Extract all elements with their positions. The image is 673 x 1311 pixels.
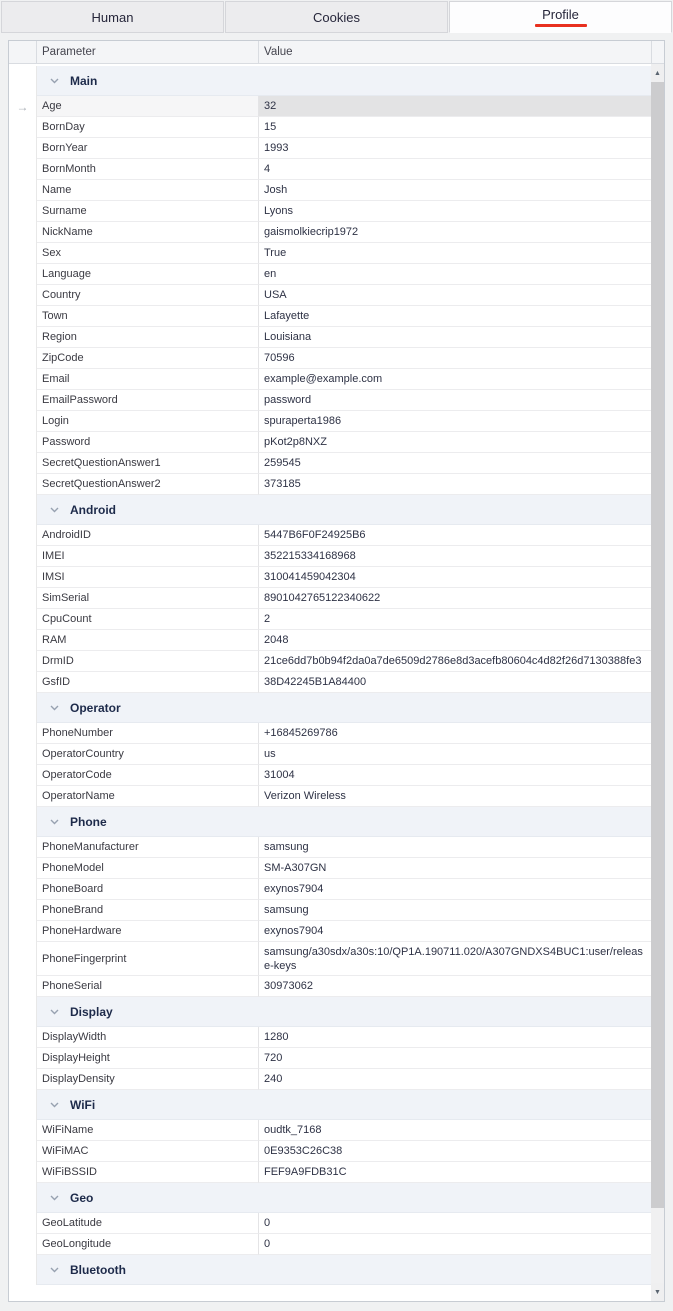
group-gutter-cell bbox=[9, 495, 37, 525]
tab-cookies-label: Cookies bbox=[313, 9, 360, 25]
value-cell[interactable]: Louisiana bbox=[259, 327, 651, 348]
group-label: Geo bbox=[70, 1190, 94, 1205]
table-row[interactable] bbox=[9, 1162, 651, 1183]
value-cell[interactable]: 1280 bbox=[259, 1027, 651, 1048]
table-row[interactable] bbox=[9, 411, 651, 432]
value-cell[interactable]: spuraperta1986 bbox=[259, 411, 651, 432]
table-row[interactable] bbox=[9, 900, 651, 921]
parameter-cell[interactable]: SimSerial bbox=[37, 588, 259, 609]
chevron-down-icon[interactable] bbox=[48, 74, 61, 87]
table-row[interactable] bbox=[9, 546, 651, 567]
row-indicator-cell bbox=[9, 327, 37, 348]
parameter-cell[interactable]: DrmID bbox=[37, 651, 259, 672]
parameter-cell[interactable]: BornMonth bbox=[37, 159, 259, 180]
group-gutter-cell bbox=[9, 693, 37, 723]
table-row[interactable] bbox=[9, 243, 651, 264]
group-gutter-cell bbox=[9, 66, 37, 96]
table-row[interactable] bbox=[9, 117, 651, 138]
chevron-down-icon[interactable] bbox=[48, 815, 61, 828]
value-cell[interactable]: 38D42245B1A84400 bbox=[259, 672, 651, 693]
row-indicator-cell bbox=[9, 651, 37, 672]
parameter-cell[interactable]: PhoneSerial bbox=[37, 976, 259, 997]
group-band[interactable] bbox=[37, 1183, 651, 1213]
value-cell[interactable]: 2048 bbox=[259, 630, 651, 651]
parameter-column-header[interactable]: Parameter bbox=[37, 41, 259, 63]
table-row[interactable] bbox=[9, 222, 651, 243]
grid-header-row bbox=[9, 41, 664, 64]
value-cell[interactable]: 0 bbox=[259, 1213, 651, 1234]
scroll-up-icon: ▲ bbox=[654, 69, 661, 77]
group-label: Main bbox=[70, 73, 98, 88]
table-row[interactable] bbox=[9, 672, 651, 693]
value-cell[interactable]: example@example.com bbox=[259, 369, 651, 390]
row-indicator-cell bbox=[9, 837, 37, 858]
row-indicator-cell bbox=[9, 900, 37, 921]
table-row[interactable] bbox=[9, 744, 651, 765]
table-row[interactable] bbox=[9, 1120, 651, 1141]
active-tab-underline bbox=[535, 24, 587, 27]
value-cell[interactable]: exynos7904 bbox=[259, 921, 651, 942]
row-indicator-cell bbox=[9, 1234, 37, 1255]
value-cell[interactable]: oudtk_7168 bbox=[259, 1120, 651, 1141]
table-row[interactable] bbox=[9, 1141, 651, 1162]
tab-cookies[interactable] bbox=[225, 1, 448, 33]
parameter-cell[interactable]: SecretQuestionAnswer1 bbox=[37, 453, 259, 474]
group-gutter-cell bbox=[9, 1183, 37, 1213]
value-cell[interactable]: 4 bbox=[259, 159, 651, 180]
value-cell[interactable]: 310041459042304 bbox=[259, 567, 651, 588]
row-indicator-cell bbox=[9, 921, 37, 942]
parameter-cell[interactable]: PhoneBrand bbox=[37, 900, 259, 921]
row-indicator-cell bbox=[9, 180, 37, 201]
row-indicator-arrow-icon: → bbox=[16, 99, 29, 114]
table-row[interactable] bbox=[9, 786, 651, 807]
parameter-cell[interactable]: GsfID bbox=[37, 672, 259, 693]
group-label: Operator bbox=[70, 700, 121, 715]
value-cell[interactable]: 259545 bbox=[259, 453, 651, 474]
parameter-cell[interactable]: Region bbox=[37, 327, 259, 348]
value-cell[interactable]: pKot2p8NXZ bbox=[259, 432, 651, 453]
parameter-cell[interactable]: Sex bbox=[37, 243, 259, 264]
value-cell[interactable]: FEF9A9FDB31C bbox=[259, 1162, 651, 1183]
group-label: Bluetooth bbox=[70, 1262, 126, 1277]
table-row[interactable] bbox=[9, 453, 651, 474]
row-indicator-cell bbox=[9, 1069, 37, 1090]
row-indicator-cell bbox=[9, 201, 37, 222]
row-indicator-cell bbox=[9, 609, 37, 630]
value-cell[interactable]: True bbox=[259, 243, 651, 264]
group-row[interactable] bbox=[9, 997, 651, 1027]
parameter-cell[interactable]: EmailPassword bbox=[37, 390, 259, 411]
tab-human[interactable] bbox=[1, 1, 224, 33]
row-indicator-cell bbox=[9, 285, 37, 306]
table-row[interactable] bbox=[9, 525, 651, 546]
group-band[interactable] bbox=[37, 495, 651, 525]
row-indicator-cell bbox=[9, 942, 37, 976]
table-row[interactable] bbox=[9, 630, 651, 651]
value-cell[interactable]: 30973062 bbox=[259, 976, 651, 997]
table-row[interactable] bbox=[9, 390, 651, 411]
value-cell[interactable]: 1993 bbox=[259, 138, 651, 159]
chevron-down-icon[interactable] bbox=[48, 1005, 61, 1018]
row-indicator-cell bbox=[9, 567, 37, 588]
parameter-cell[interactable]: Email bbox=[37, 369, 259, 390]
parameter-cell[interactable]: DisplayWidth bbox=[37, 1027, 259, 1048]
parameter-cell[interactable]: OperatorCode bbox=[37, 765, 259, 786]
row-indicator-cell bbox=[9, 1141, 37, 1162]
value-cell[interactable]: 31004 bbox=[259, 765, 651, 786]
table-row[interactable] bbox=[9, 285, 651, 306]
table-row[interactable] bbox=[9, 921, 651, 942]
parameter-cell[interactable]: Country bbox=[37, 285, 259, 306]
parameter-cell[interactable]: NickName bbox=[37, 222, 259, 243]
row-indicator-cell bbox=[9, 525, 37, 546]
row-indicator-cell bbox=[9, 723, 37, 744]
value-cell[interactable]: Josh bbox=[259, 180, 651, 201]
table-row[interactable] bbox=[9, 858, 651, 879]
value-cell[interactable]: SM-A307GN bbox=[259, 858, 651, 879]
value-cell[interactable]: exynos7904 bbox=[259, 879, 651, 900]
header-corner-cell bbox=[651, 41, 664, 63]
group-band[interactable] bbox=[37, 66, 651, 96]
parameter-cell[interactable]: WiFiName bbox=[37, 1120, 259, 1141]
parameter-cell[interactable]: OperatorCountry bbox=[37, 744, 259, 765]
group-gutter-cell bbox=[9, 997, 37, 1027]
row-indicator-cell bbox=[9, 348, 37, 369]
row-indicator-cell bbox=[9, 474, 37, 495]
tab-profile[interactable] bbox=[449, 1, 672, 33]
row-indicator-cell bbox=[9, 786, 37, 807]
table-row[interactable] bbox=[9, 1234, 651, 1255]
group-row[interactable] bbox=[9, 693, 651, 723]
parameter-cell[interactable]: OperatorName bbox=[37, 786, 259, 807]
group-gutter-cell bbox=[9, 807, 37, 837]
value-cell[interactable]: USA bbox=[259, 285, 651, 306]
parameter-cell[interactable]: DisplayDensity bbox=[37, 1069, 259, 1090]
group-gutter-cell bbox=[9, 1255, 37, 1285]
row-indicator-cell bbox=[9, 879, 37, 900]
row-indicator-cell bbox=[9, 976, 37, 997]
group-band[interactable] bbox=[37, 1090, 651, 1120]
value-cell[interactable]: samsung bbox=[259, 900, 651, 921]
parameter-cell[interactable]: ZipCode bbox=[37, 348, 259, 369]
row-indicator-cell bbox=[9, 369, 37, 390]
table-row[interactable] bbox=[9, 474, 651, 495]
parameter-cell[interactable]: BornYear bbox=[37, 138, 259, 159]
parameter-cell[interactable]: RAM bbox=[37, 630, 259, 651]
row-indicator-cell bbox=[9, 1027, 37, 1048]
value-cell[interactable]: 21ce6dd7b0b94f2da0a7de6509d2786e8d3acefb80604c4d82f26d7130388fe3 bbox=[259, 651, 651, 672]
table-row[interactable] bbox=[9, 1048, 651, 1069]
table-row[interactable] bbox=[9, 96, 651, 117]
table-row[interactable] bbox=[9, 1069, 651, 1090]
parameter-cell[interactable]: AndroidID bbox=[37, 525, 259, 546]
row-indicator-cell bbox=[9, 1162, 37, 1183]
value-cell[interactable]: 5447B6F0F24925B6 bbox=[259, 525, 651, 546]
scroll-up-button[interactable] bbox=[651, 64, 664, 82]
parameter-cell[interactable]: Age bbox=[37, 96, 259, 117]
value-cell[interactable]: Verizon Wireless bbox=[259, 786, 651, 807]
value-cell[interactable]: samsung bbox=[259, 837, 651, 858]
parameter-cell[interactable]: IMEI bbox=[37, 546, 259, 567]
group-row[interactable] bbox=[9, 807, 651, 837]
value-cell[interactable]: 352215334168968 bbox=[259, 546, 651, 567]
value-cell[interactable]: 240 bbox=[259, 1069, 651, 1090]
value-cell[interactable]: 8901042765122340622 bbox=[259, 588, 651, 609]
row-indicator-cell bbox=[9, 858, 37, 879]
parameter-cell[interactable]: BornDay bbox=[37, 117, 259, 138]
grid-rows bbox=[9, 64, 651, 1301]
table-row[interactable] bbox=[9, 369, 651, 390]
row-indicator-cell bbox=[9, 159, 37, 180]
group-label: Phone bbox=[70, 814, 107, 829]
table-row[interactable] bbox=[9, 609, 651, 630]
group-label: Display bbox=[70, 1004, 113, 1019]
table-row[interactable] bbox=[9, 723, 651, 744]
table-row[interactable] bbox=[9, 651, 651, 672]
row-indicator-cell bbox=[9, 546, 37, 567]
table-row[interactable] bbox=[9, 201, 651, 222]
group-row[interactable] bbox=[9, 1183, 651, 1213]
value-cell[interactable]: en bbox=[259, 264, 651, 285]
group-label: WiFi bbox=[70, 1097, 96, 1112]
parameter-cell[interactable]: GeoLongitude bbox=[37, 1234, 259, 1255]
chevron-down-icon[interactable] bbox=[48, 1263, 61, 1276]
table-row[interactable] bbox=[9, 1027, 651, 1048]
chevron-down-icon[interactable] bbox=[48, 503, 61, 516]
row-indicator-cell bbox=[9, 117, 37, 138]
value-cell[interactable]: 2 bbox=[259, 609, 651, 630]
table-row[interactable] bbox=[9, 348, 651, 369]
header-gutter-cell bbox=[9, 41, 37, 63]
row-indicator-cell bbox=[9, 264, 37, 285]
group-band[interactable] bbox=[37, 1255, 651, 1285]
group-band[interactable] bbox=[37, 997, 651, 1027]
tab-human-label: Human bbox=[91, 9, 134, 25]
table-row[interactable] bbox=[9, 1213, 651, 1234]
value-cell[interactable]: +16845269786 bbox=[259, 723, 651, 744]
grid-body bbox=[9, 64, 664, 1301]
parameter-cell[interactable]: PhoneNumber bbox=[37, 723, 259, 744]
parameter-cell[interactable]: PhoneManufacturer bbox=[37, 837, 259, 858]
row-indicator-cell bbox=[9, 222, 37, 243]
chevron-down-icon[interactable] bbox=[48, 701, 61, 714]
group-gutter-cell bbox=[9, 1090, 37, 1120]
tab-profile-label: Profile bbox=[542, 7, 579, 22]
chevron-down-icon[interactable] bbox=[48, 1191, 61, 1204]
row-indicator-cell bbox=[9, 96, 37, 117]
table-row[interactable] bbox=[9, 942, 651, 976]
table-row[interactable] bbox=[9, 432, 651, 453]
value-cell[interactable]: 70596 bbox=[259, 348, 651, 369]
row-indicator-cell bbox=[9, 432, 37, 453]
value-cell[interactable]: samsung/a30sdx/a30s:10/QP1A.190711.020/A307GNDXS4BUC1:user/release-keys bbox=[259, 942, 651, 976]
value-cell[interactable]: 32 bbox=[259, 96, 651, 117]
profile-property-grid bbox=[8, 40, 665, 1302]
parameter-cell[interactable]: PhoneFingerprint bbox=[37, 942, 259, 976]
table-row[interactable] bbox=[9, 264, 651, 285]
value-cell[interactable]: 0E9353C26C38 bbox=[259, 1141, 651, 1162]
scroll-down-button[interactable] bbox=[651, 1283, 664, 1301]
parameter-cell[interactable]: Password bbox=[37, 432, 259, 453]
scroll-down-icon: ▼ bbox=[654, 1288, 661, 1296]
group-band[interactable] bbox=[37, 807, 651, 837]
group-row[interactable] bbox=[9, 495, 651, 525]
group-row[interactable] bbox=[9, 66, 651, 96]
parameter-cell[interactable]: SecretQuestionAnswer2 bbox=[37, 474, 259, 495]
group-band[interactable] bbox=[37, 693, 651, 723]
table-row[interactable] bbox=[9, 588, 651, 609]
value-cell[interactable]: password bbox=[259, 390, 651, 411]
scrollbar-track[interactable] bbox=[651, 1208, 664, 1283]
scrollbar-thumb[interactable] bbox=[651, 82, 664, 1208]
row-indicator-cell bbox=[9, 138, 37, 159]
vertical-scrollbar[interactable] bbox=[651, 64, 664, 1301]
group-row[interactable] bbox=[9, 1090, 651, 1120]
row-indicator-cell bbox=[9, 1048, 37, 1069]
value-cell[interactable]: 15 bbox=[259, 117, 651, 138]
parameter-cell[interactable]: PhoneModel bbox=[37, 858, 259, 879]
parameter-cell[interactable]: DisplayHeight bbox=[37, 1048, 259, 1069]
table-row[interactable] bbox=[9, 765, 651, 786]
parameter-cell[interactable]: Login bbox=[37, 411, 259, 432]
parameter-cell[interactable]: WiFiBSSID bbox=[37, 1162, 259, 1183]
table-row[interactable] bbox=[9, 159, 651, 180]
parameter-cell[interactable]: WiFiMAC bbox=[37, 1141, 259, 1162]
table-row[interactable] bbox=[9, 567, 651, 588]
row-indicator-cell bbox=[9, 1120, 37, 1141]
value-cell[interactable]: gaismolkiecrip1972 bbox=[259, 222, 651, 243]
row-indicator-cell bbox=[9, 672, 37, 693]
parameter-cell[interactable]: Language bbox=[37, 264, 259, 285]
parameter-cell[interactable]: GeoLatitude bbox=[37, 1213, 259, 1234]
parameter-cell[interactable]: Town bbox=[37, 306, 259, 327]
row-indicator-cell bbox=[9, 630, 37, 651]
row-indicator-cell bbox=[9, 588, 37, 609]
parameter-cell[interactable]: Name bbox=[37, 180, 259, 201]
parameter-cell[interactable]: PhoneHardware bbox=[37, 921, 259, 942]
row-indicator-cell bbox=[9, 1213, 37, 1234]
row-indicator-cell bbox=[9, 453, 37, 474]
table-row[interactable] bbox=[9, 138, 651, 159]
row-indicator-cell bbox=[9, 243, 37, 264]
value-cell[interactable]: Lyons bbox=[259, 201, 651, 222]
value-cell[interactable]: 0 bbox=[259, 1234, 651, 1255]
value-cell[interactable]: Lafayette bbox=[259, 306, 651, 327]
row-indicator-cell bbox=[9, 306, 37, 327]
value-column-header[interactable]: Value bbox=[264, 46, 293, 58]
tab-bar bbox=[0, 0, 673, 33]
row-indicator-cell bbox=[9, 411, 37, 432]
table-row[interactable] bbox=[9, 180, 651, 201]
value-cell[interactable]: 720 bbox=[259, 1048, 651, 1069]
parameter-cell[interactable]: IMSI bbox=[37, 567, 259, 588]
table-row[interactable] bbox=[9, 837, 651, 858]
table-row[interactable] bbox=[9, 976, 651, 997]
chevron-down-icon[interactable] bbox=[48, 1098, 61, 1111]
value-cell[interactable]: us bbox=[259, 744, 651, 765]
table-row[interactable] bbox=[9, 327, 651, 348]
row-indicator-cell bbox=[9, 390, 37, 411]
parameter-cell[interactable]: Surname bbox=[37, 201, 259, 222]
parameter-cell[interactable]: CpuCount bbox=[37, 609, 259, 630]
row-indicator-cell bbox=[9, 744, 37, 765]
value-cell[interactable]: 373185 bbox=[259, 474, 651, 495]
row-indicator-cell bbox=[9, 765, 37, 786]
table-row[interactable] bbox=[9, 306, 651, 327]
table-row[interactable] bbox=[9, 879, 651, 900]
group-row[interactable] bbox=[9, 1255, 651, 1285]
group-label: Android bbox=[70, 502, 116, 517]
parameter-cell[interactable]: PhoneBoard bbox=[37, 879, 259, 900]
